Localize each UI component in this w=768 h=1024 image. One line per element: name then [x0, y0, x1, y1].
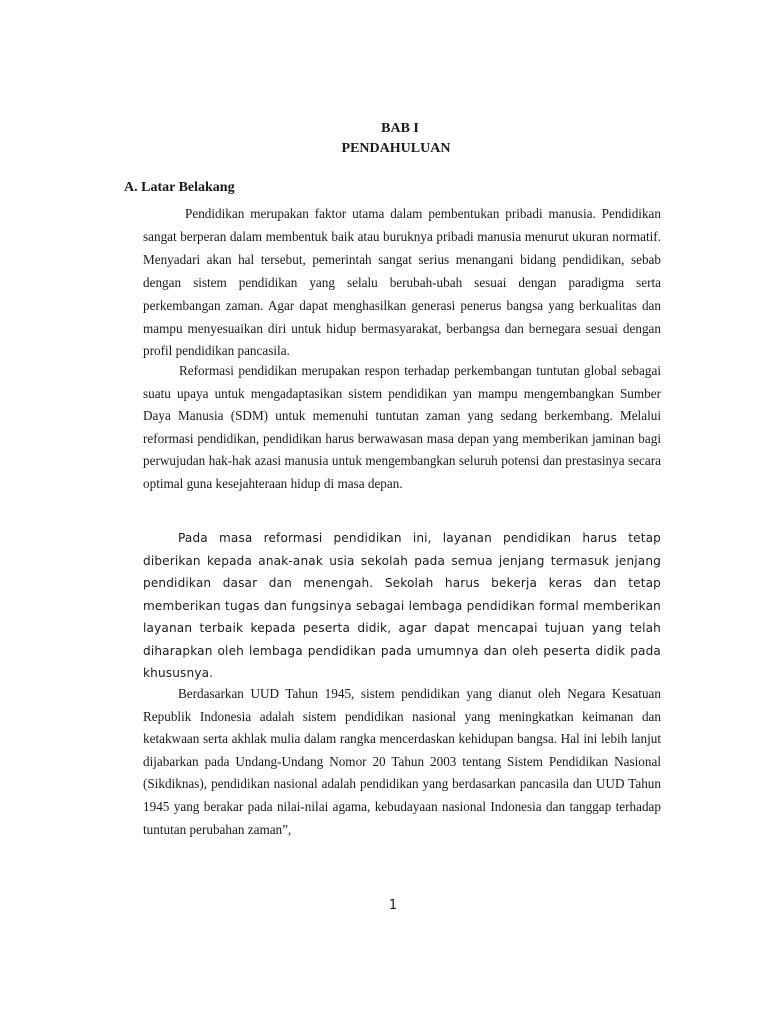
paragraph-4: Berdasarkan UUD Tahun 1945, sistem pendidikan yang dianut oleh Negara Kesatuan Republik Indonesia adalah sistem pendidikan nasional yang meningkatkan keimanan dan ketakwaan serta akhlak mulia dalam rangka mencerdaskan kehidupan bangsa. Hal ini lebih lanjut dijabarkan pada Undang-Undang Nomor 20 Tahun 2003 tentang Sistem Pendidikan Nasional (Sikdiknas), pendidikan nasional adalah pendidikan yang berdasarkan pancasila dan UUD Tahun 1945 yang berakar pada nilai-nilai agama, kebudayaan nasional Indonesia dan tanggap terhadap tuntutan perubahan zaman”, — [143, 686, 661, 837]
paragraph-1: Pendidikan merupakan faktor utama dalam pembentukan pribadi manusia. Pendidikan sangat berperan dalam membentuk baik atau buruknya pribadi manusia menurut ukuran normatif. Menyadari akan hal tersebut, pemerintah sangat serius menangani bidang pendidikan, sebab dengan sistem pendidikan yang selalu berubah-ubah sesuai dengan paradigma serta perkembangan zaman. Agar dapat menghasilkan generasi penerus bangsa yang berkualitas dan mampu menyesuaikan diri untuk hidup bermasyarakat, berbangsa dan bernegara sesuai dengan profil pendidikan pancasila. — [143, 206, 661, 359]
section-heading: A. Latar Belakang — [124, 180, 235, 195]
page-number: 1 — [388, 898, 398, 913]
chapter-title: PENDAHULUAN — [341, 141, 451, 156]
paragraph-2: Reformasi pendidikan merupakan respon terhadap perkembangan tuntutan global sebagai suatu upaya untuk mengadaptasikan sistem pendidikan yan mampu mengembangkan Sumber Daya Manusia (SDM) untuk memenuhi tuntutan zaman yang sedang berkembang. Melalui reformasi pendidikan, pendidikan harus berwawasan masa depan yang memberikan jaminan bagi perwujudan hak-hak azasi manusia untuk mengembangkan seluruh potensi dan prestasinya secara optimal guna kesejahteraan hidup di masa depan. — [143, 363, 661, 491]
chapter-number: BAB I — [381, 121, 419, 136]
paragraph-3: Pada masa reformasi pendidikan ini, layanan pendidikan harus tetap diberikan kepada anak-anak usia sekolah pada semua jenjang termasuk jenjang pendidikan dasar dan menengah. Sekolah harus bekerja keras dan tetap memberikan tugas dan fungsinya sebagai lembaga pendidikan formal memberikan layanan terbaik kepada peserta didik, agar dapat mencapai tujuan yang telah diharapkan oleh lembaga pendidikan pada umumnya dan oleh peserta didik pada khususnya. — [143, 531, 661, 680]
